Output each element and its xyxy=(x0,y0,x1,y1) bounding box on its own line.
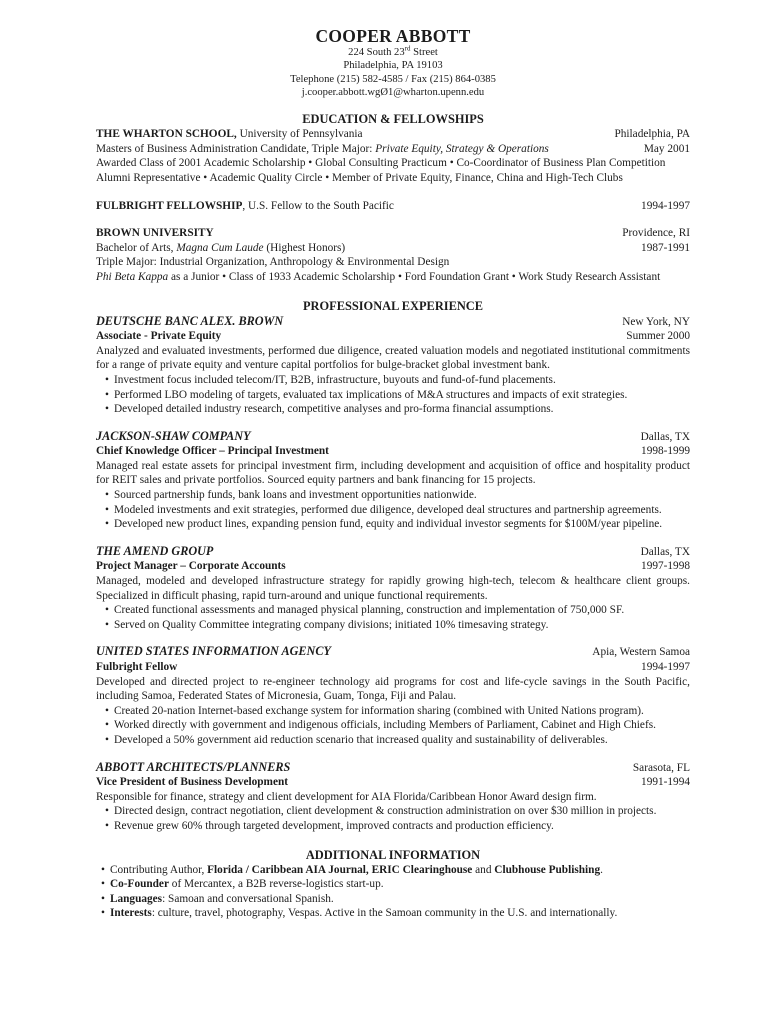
experience-entry-abbott xyxy=(96,760,690,834)
bold-segment: Florida / Caribbean AIA Journal, ERIC Clearinghouse xyxy=(207,863,473,876)
job-dates: 1997-1998 xyxy=(641,560,690,573)
street-number: 224 South 23 xyxy=(348,47,405,58)
resume-header xyxy=(96,26,690,99)
bullet-icon xyxy=(105,517,109,532)
bullet-icon xyxy=(105,402,109,417)
street-name: Street xyxy=(410,47,438,58)
text-segment: . xyxy=(600,863,603,876)
bullet-text: Served on Quality Committee integrating company divisions; initiated 10% timesaving strategy. xyxy=(113,618,549,631)
title-row xyxy=(96,660,690,675)
honors-line: Awarded Class of 2001 Academic Scholarship • Global Consulting Practicum • Co-Coordinator of Business Plan Competition xyxy=(96,157,666,170)
company-row xyxy=(96,314,690,330)
list-item xyxy=(96,718,690,733)
fellowship-dates: 1994-1997 xyxy=(641,199,690,212)
company-name: DEUTSCHE BANC ALEX. BROWN xyxy=(96,313,284,328)
honor-society: Phi Beta Kappa xyxy=(96,270,169,283)
bullet-icon xyxy=(101,877,105,892)
degree-text: Masters of Business Administration Candidate, Triple Major: xyxy=(96,142,376,155)
bullet-text: Developed a 50% government aid reduction scenario that increased quality and sustainability of deliverables. xyxy=(113,733,608,746)
bullet-icon xyxy=(101,906,105,921)
bullet-list xyxy=(96,488,690,532)
address-line-street xyxy=(96,46,690,59)
bold-segment: Interests xyxy=(109,907,152,920)
company-name: ABBOTT ARCHITECTS/PLANNERS xyxy=(96,759,291,774)
experience-entry-usia xyxy=(96,644,690,747)
school-name: THE WHARTON SCHOOL, xyxy=(96,128,237,141)
education-entry-wharton xyxy=(96,127,690,185)
bullet-icon xyxy=(105,704,109,719)
title-row xyxy=(96,775,690,790)
bullet-icon xyxy=(105,718,109,733)
job-dates: 1998-1999 xyxy=(641,445,690,458)
school-line xyxy=(96,127,600,142)
address-line-phone: Telephone (215) 582-4585 / Fax (215) 864-0385 xyxy=(290,73,496,85)
school-location: Providence, RI xyxy=(622,227,690,240)
degree-majors: Private Equity, Strategy & Operations xyxy=(375,142,549,155)
list-item xyxy=(96,488,690,503)
job-dates: 1991-1994 xyxy=(641,776,690,789)
bullet-text: Created functional assessments and managed physical planning, construction and implementation of 750,000 SF. xyxy=(113,604,625,617)
job-summary: Managed real estate assets for principal investment firm, including development and acquisition of office and hospitality product for REIT sales and private portfolios. Sourced equity partners and bank financing for 15 projects. xyxy=(96,459,690,487)
bullet-list xyxy=(96,804,690,833)
bullet-icon xyxy=(105,819,109,834)
additional-bullet-list xyxy=(96,863,690,921)
list-item xyxy=(96,804,690,819)
list-item xyxy=(96,388,690,403)
section-heading-experience: PROFESSIONAL EXPERIENCE xyxy=(302,298,484,313)
school-name: BROWN UNIVERSITY xyxy=(96,227,214,240)
bold-segment: Clubhouse Publishing xyxy=(494,863,601,876)
bullet-icon xyxy=(105,733,109,748)
degree-line xyxy=(96,142,630,157)
bullet-list xyxy=(96,603,690,632)
company-location: Sarasota, FL xyxy=(632,761,690,774)
list-item xyxy=(96,877,690,892)
bullet-text: Performed LBO modeling of targets, evaluated tax implications of M&A structures and impacts of exit strategies. xyxy=(113,388,628,401)
bullet-icon xyxy=(105,618,109,633)
company-location: Dallas, TX xyxy=(640,545,690,558)
graduation-date: May 2001 xyxy=(643,142,690,155)
list-item xyxy=(96,373,690,388)
job-title: Chief Knowledge Officer – Principal Investment xyxy=(96,445,329,458)
company-name: JACKSON-SHAW COMPANY xyxy=(96,428,251,443)
job-summary: Developed and directed project to re-engineer technology aid programs for cost and life-cycle savings in the South Pacific, including Samoa, Federated States of Micronesia, Guam, Tonga, Fiji and Palau. xyxy=(96,675,690,703)
bullet-text: Revenue grew 60% through targeted development, improved contracts and production efficiency. xyxy=(113,819,554,832)
experience-entry-amend xyxy=(96,544,690,633)
list-item xyxy=(96,603,690,618)
list-item xyxy=(96,503,690,518)
degree-row xyxy=(96,241,690,256)
company-location: Apia, Western Samoa xyxy=(592,646,690,659)
education-entry-brown xyxy=(96,226,690,284)
list-item xyxy=(96,517,690,532)
bullet-icon xyxy=(105,503,109,518)
bullet-text: Sourced partnership funds, bank loans and investment opportunities nationwide. xyxy=(113,489,477,502)
school-location: Philadelphia, PA xyxy=(614,128,690,141)
fellowship-detail: , U.S. Fellow to the South Pacific xyxy=(242,199,394,212)
school-affiliation: University of Pennsylvania xyxy=(236,128,363,141)
bullet-text: Worked directly with government and indigenous officials, including Members of Parliament, Cabinet and High Chiefs. xyxy=(113,719,656,732)
school-header-row xyxy=(96,127,690,142)
text-segment: of Mercantex, a B2B reverse-logistics start-up. xyxy=(168,878,384,891)
experience-entry-deutsche xyxy=(96,314,690,417)
list-item xyxy=(96,402,690,417)
honors-detail: as a Junior • Class of 1933 Academic Scholarship • Ford Foundation Grant • Work Study Research Assistant xyxy=(168,270,661,283)
company-row xyxy=(96,760,690,776)
list-item xyxy=(96,733,690,748)
job-title: Project Manager – Corporate Accounts xyxy=(96,560,286,573)
company-row xyxy=(96,644,690,660)
job-summary: Managed, modeled and developed infrastructure strategy for rapidly growing high-tech, telecom & healthcare client groups. Specialized in difficult phasing, rapid turn-around and unique functional requirements. xyxy=(96,575,690,602)
bullet-text xyxy=(110,906,690,921)
text-segment: : Samoan and conversational Spanish. xyxy=(162,892,334,905)
fellowship-name: FULBRIGHT FELLOWSHIP xyxy=(96,199,243,212)
school-header-row xyxy=(96,226,690,241)
company-name: THE AMEND GROUP xyxy=(96,543,214,558)
list-item xyxy=(96,704,690,719)
attendance-dates: 1987-1991 xyxy=(641,241,690,254)
job-summary: Analyzed and evaluated investments, performed due diligence, created valuation models and negotiated institutional commitments for a range of private equity and venture capital portfolios for bulge-bracket global investment bank. xyxy=(96,344,690,372)
company-row xyxy=(96,429,690,445)
bullet-icon xyxy=(105,373,109,388)
bullet-text: Developed new product lines, expanding pension fund, equity and individual investor segments for $100M/year pipeline. xyxy=(113,518,663,531)
section-heading-education: EDUCATION & FELLOWSHIPS xyxy=(302,112,484,127)
list-item xyxy=(96,863,690,878)
address-line-email: j.cooper.abbott.wgØ1@wharton.upenn.edu xyxy=(301,86,485,98)
bullet-list xyxy=(96,373,690,417)
degree-row xyxy=(96,142,690,157)
bullet-icon xyxy=(105,603,109,618)
activities-line: Alumni Representative • Academic Quality Circle • Member of Private Equity, Finance, China and High-Tech Clubs xyxy=(96,171,623,184)
list-item xyxy=(96,819,690,834)
list-item xyxy=(96,892,690,907)
bullet-text xyxy=(110,892,690,907)
bullet-text: Created 20-nation Internet-based exchange system for information sharing (combined with United Nations program). xyxy=(113,704,644,717)
bullet-text: Modeled investments and exit strategies, performed due diligence, developed deal structures and partnership agreements. xyxy=(113,503,662,516)
education-entry-fulbright xyxy=(96,199,690,214)
bullet-text: Developed detailed industry research, competitive analyses and pro-forma financial assumptions. xyxy=(113,403,554,416)
degree-line xyxy=(96,241,627,256)
bullet-icon xyxy=(105,804,109,819)
bullet-text: Investment focus included telecom/IT, B2B, infrastructure, buyouts and fund-of-fund placements. xyxy=(113,373,556,386)
company-name: UNITED STATES INFORMATION AGENCY xyxy=(96,644,331,659)
bullet-text: Directed design, contract negotiation, client development & construction administration on over $30 million in projects. xyxy=(113,805,657,818)
bullet-icon xyxy=(101,892,105,907)
job-summary: Responsible for finance, strategy and client development for AIA Florida/Caribbean Honor Award design firm. xyxy=(96,790,597,803)
title-row xyxy=(96,559,690,574)
bold-segment: Languages xyxy=(109,892,163,905)
company-location: Dallas, TX xyxy=(640,430,690,443)
honors-line xyxy=(96,270,690,285)
list-item xyxy=(96,618,690,633)
bullet-icon xyxy=(105,488,109,503)
title-row xyxy=(96,329,690,344)
company-row xyxy=(96,544,690,560)
job-dates: Summer 2000 xyxy=(626,330,690,343)
job-title: Fulbright Fellow xyxy=(96,661,178,673)
majors-line: Triple Major: Industrial Organization, Anthropology & Environmental Design xyxy=(96,256,450,269)
text-segment: and xyxy=(472,863,495,876)
company-location: New York, NY xyxy=(622,315,690,328)
job-title: Vice President of Business Development xyxy=(96,776,289,789)
degree-honors-note: (Highest Honors) xyxy=(263,241,346,254)
bullet-text xyxy=(110,863,690,878)
degree-text: Bachelor of Arts, xyxy=(96,241,177,254)
bullet-list xyxy=(96,704,690,748)
text-segment: Contributing Author, xyxy=(109,863,208,876)
address-line-city: Philadelphia, PA 19103 xyxy=(343,60,443,72)
list-item xyxy=(96,906,690,921)
bold-segment: Co-Founder xyxy=(109,878,169,891)
text-segment: : culture, travel, photography, Vespas. Active in the Samoan community in the U.S. and internationally. xyxy=(151,907,618,920)
degree-honors-latin: Magna Cum Laude xyxy=(176,241,264,254)
ordinal-suffix: rd xyxy=(404,44,411,53)
bullet-icon xyxy=(101,863,105,878)
job-title: Associate - Private Equity xyxy=(96,330,222,343)
experience-entry-jackson-shaw xyxy=(96,429,690,532)
bullet-icon xyxy=(105,388,109,403)
section-heading-additional: ADDITIONAL INFORMATION xyxy=(305,847,481,862)
title-row xyxy=(96,444,690,459)
job-dates: 1994-1997 xyxy=(641,661,690,673)
bullet-text xyxy=(110,877,690,892)
fellowship-line xyxy=(96,199,627,214)
candidate-name: COOPER ABBOTT xyxy=(315,26,471,46)
